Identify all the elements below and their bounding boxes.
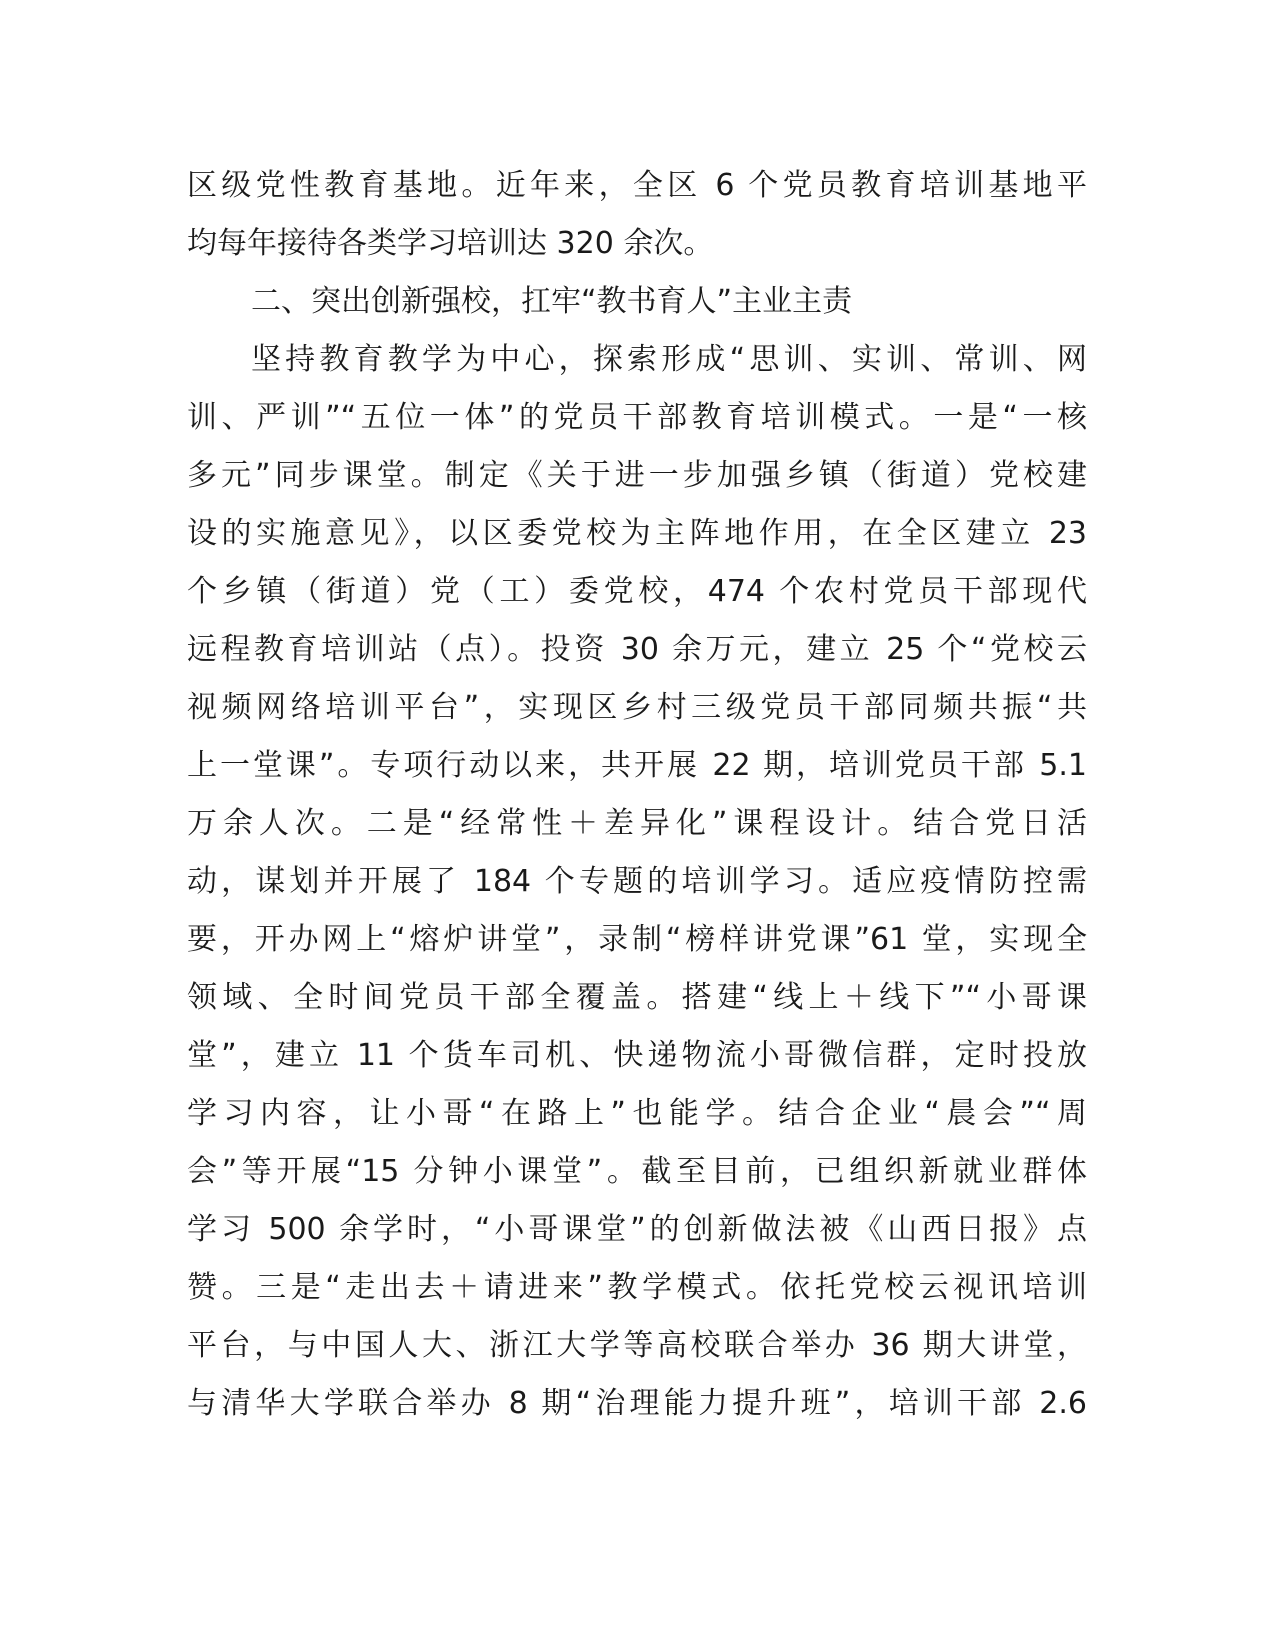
paragraph-line: 坚持教育教学为中心，探索形成“思训、实训、常训、网 bbox=[251, 342, 1087, 377]
paragraph-line: 多元”同步课堂。制定《关于进一步加强乡镇（街道）党校建 bbox=[187, 458, 1087, 493]
paragraph-line: 均每年接待各类学习培训达 320 余次。 bbox=[187, 226, 714, 261]
paragraph-line: 设的实施意见》，以区委党校为主阵地作用，在全区建立 23 bbox=[187, 516, 1087, 551]
paragraph-line: 堂”，建立 11 个货车司机、快递物流小哥微信群，定时投放 bbox=[187, 1038, 1087, 1073]
paragraph-line: 平台，与中国人大、浙江大学等高校联合举办 36 期大讲堂， bbox=[187, 1328, 1087, 1363]
section-heading bbox=[187, 273, 1087, 331]
document-body bbox=[187, 157, 1087, 1433]
section-heading-text: 二、突出创新强校，扛牢“教书育人”主业主责 bbox=[251, 284, 853, 319]
paragraph-line: 上一堂课”。专项行动以来，共开展 22 期，培训党员干部 5.1 bbox=[187, 748, 1087, 783]
paragraph-line: 区级党性教育基地。近年来，全区 6 个党员教育培训基地平 bbox=[187, 168, 1087, 203]
paragraph-line: 学习 500 余学时，“小哥课堂”的创新做法被《山西日报》点 bbox=[187, 1212, 1087, 1247]
paragraph-line: 训、严训”“五位一体”的党员干部教育培训模式。一是“一核 bbox=[187, 400, 1087, 435]
paragraph-line: 会”等开展“15 分钟小课堂”。截至目前，已组织新就业群体 bbox=[187, 1154, 1087, 1189]
paragraph-line: 要，开办网上“熔炉讲堂”，录制“榜样讲党课”61 堂，实现全 bbox=[187, 922, 1087, 957]
paragraph-line: 赞。三是“走出去＋请进来”教学模式。依托党校云视讯培训 bbox=[187, 1270, 1087, 1305]
paragraph-line: 与清华大学联合举办 8 期“治理能力提升班”，培训干部 2.6 bbox=[187, 1386, 1087, 1421]
paragraph-line: 动，谋划并开展了 184 个专题的培训学习。适应疫情防控需 bbox=[187, 864, 1087, 899]
paragraph-line: 远程教育培训站（点）。投资 30 余万元，建立 25 个“党校云 bbox=[187, 632, 1087, 667]
paragraph-line: 领域、全时间党员干部全覆盖。搭建“线上＋线下”“小哥课 bbox=[187, 980, 1087, 1015]
paragraph-line: 视频网络培训平台”，实现区乡村三级党员干部同频共振“共 bbox=[187, 690, 1087, 725]
paragraph-line: 个乡镇（街道）党（工）委党校，474 个农村党员干部现代 bbox=[187, 574, 1087, 609]
paragraph-1 bbox=[187, 157, 1087, 273]
paragraph-line: 学习内容，让小哥“在路上”也能学。结合企业“晨会”“周 bbox=[187, 1096, 1087, 1131]
paragraph-2 bbox=[187, 331, 1087, 1433]
paragraph-line: 万余人次。二是“经常性＋差异化”课程设计。结合党日活 bbox=[187, 806, 1087, 841]
